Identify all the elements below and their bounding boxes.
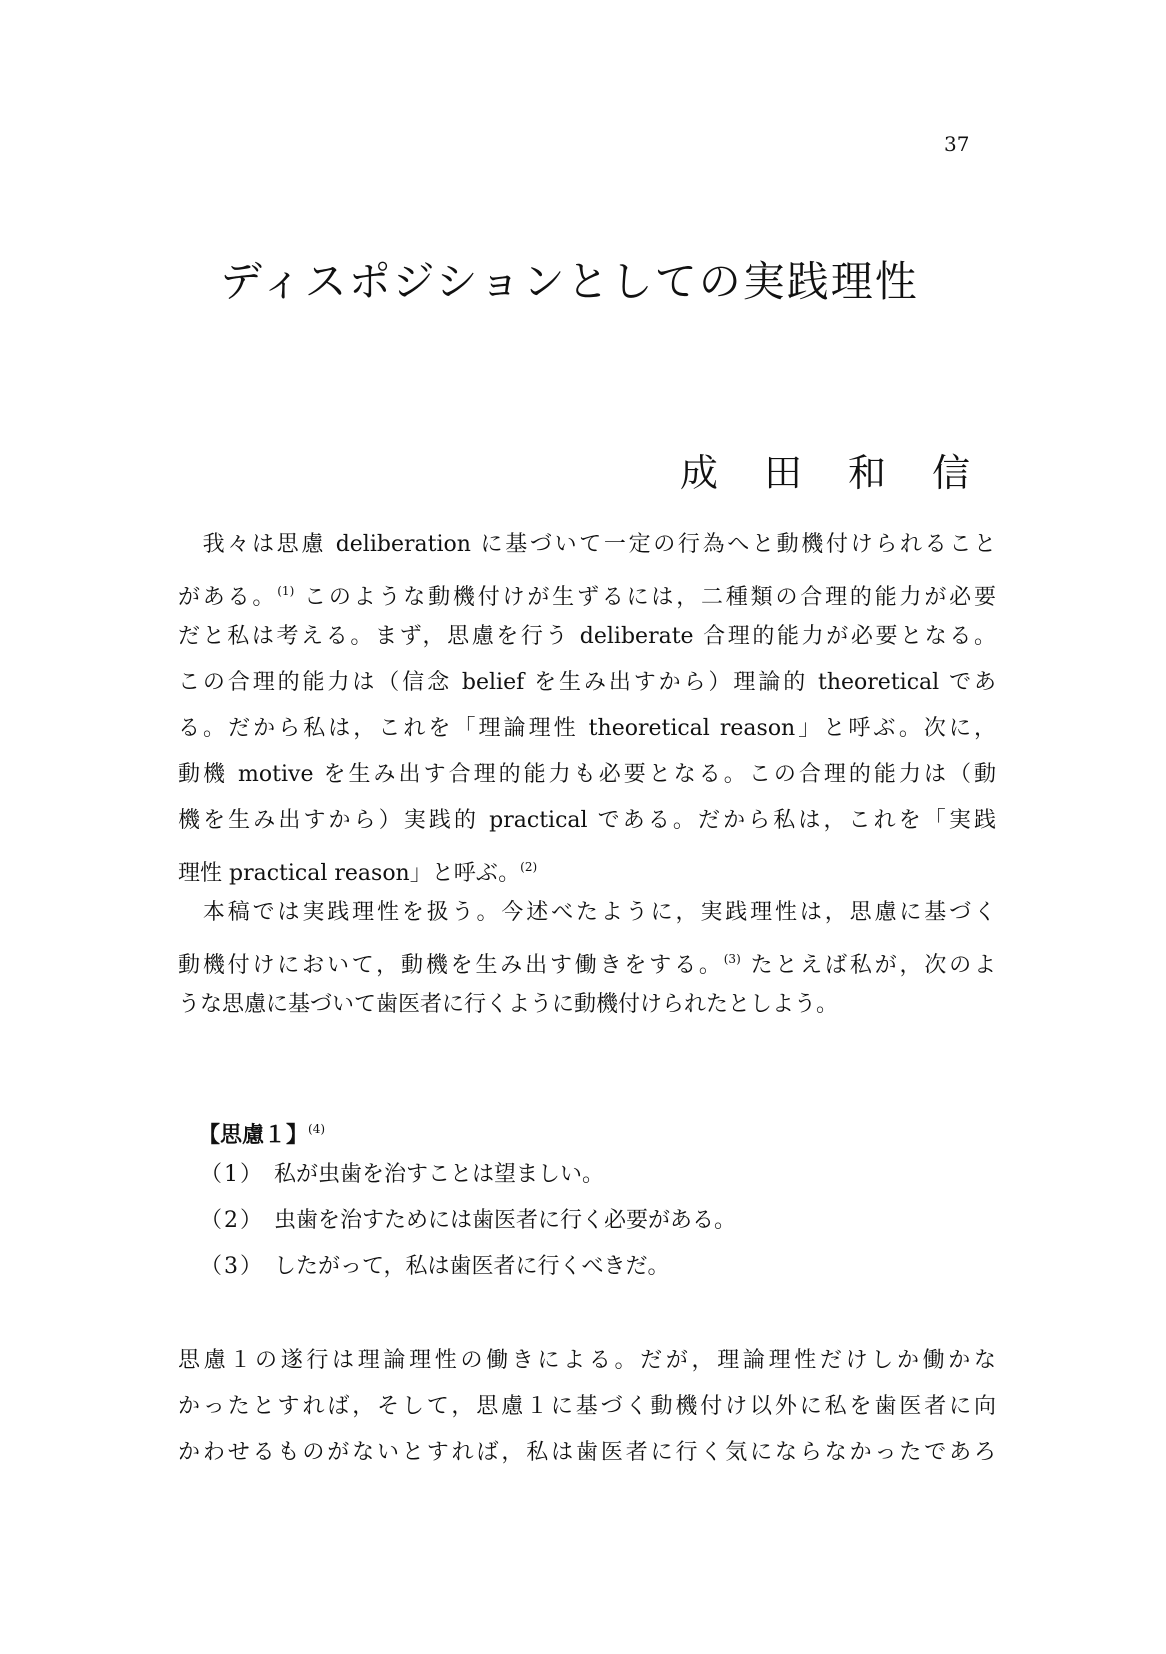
deliberation-item: （3） したがって，私は歯医者に行くべきだ。 [200,1254,670,1279]
paragraph-1-line: 理性 practical reason」と呼ぶ。$^{(2)}$ [178,860,538,886]
paper-title: ディスポジションとしての実践理性 [220,257,919,306]
deliberation-item: （1） 私が虫歯を治すことは望ましい。 [200,1162,605,1187]
paragraph-1-line: だと私は考える。まず，思慮を行う deliberate 合理的能力が必要となる。 [178,624,996,649]
paragraph-1-line: 動機 motive を生み出す合理的能力も必要となる。この合理的能力は（動 [178,762,996,787]
page-number: 37 [944,132,970,156]
paragraph-1-line: 機を生み出すから）実践的 practical である。だから私は，これを「実践 [178,808,996,833]
footnote-ref[interactable]: (2) [520,860,538,874]
footnote-ref[interactable]: (1) [277,584,295,598]
paragraph-2-line: 動機付けにおいて，動機を生み出す働きをする。$^{(3)}$ たとえば私が，次のよ [178,952,997,978]
author-name [680,448,970,498]
paragraph-3-line: かわせるものがないとすれば，私は歯医者に行く気にならなかったであろ [178,1440,996,1465]
paragraph-1-line: 我々は思慮 deliberation に基づいて一定の行為へと動機付けられること [178,532,996,557]
footnote-ref[interactable]: (3) [723,952,741,966]
paragraph-3-line: 思慮１の遂行は理論理性の働きによる。だが，理論理性だけしか働かな [178,1348,996,1373]
paragraph-2-line: 本稿では実践理性を扱う。今述べたように，実践理性は，思慮に基づく [178,900,996,925]
paragraph-2-line: うな思慮に基づいて歯医者に行くように動機付けられたとしよう。 [178,992,839,1017]
author-char: 信 [931,451,970,495]
author-char: 成 [680,451,719,495]
footnote-ref[interactable]: (4) [308,1122,326,1136]
deliberation-item: （2） 虫歯を治すためには歯医者に行く必要がある。 [200,1208,737,1233]
paragraph-1-line: る。だから私は，これを「理論理性 theoretical reason」と呼ぶ。次に， [178,716,996,741]
author-char: 和 [847,451,886,495]
paragraph-3-line: かったとすれば，そして，思慮１に基づく動機付け以外に私を歯医者に向 [178,1394,996,1419]
paragraph-1-line: この合理的能力は（信念 belief を生み出すから）理論的 theoretical であ [178,670,996,695]
deliberation-heading: 【思慮１】$^{(4)}$ [198,1122,326,1148]
author-char: 田 [763,451,802,495]
paragraph-1-line: がある。$^{(1)}$ このような動機付けが生ずるには，二種類の合理的能力が必要 [178,584,996,610]
